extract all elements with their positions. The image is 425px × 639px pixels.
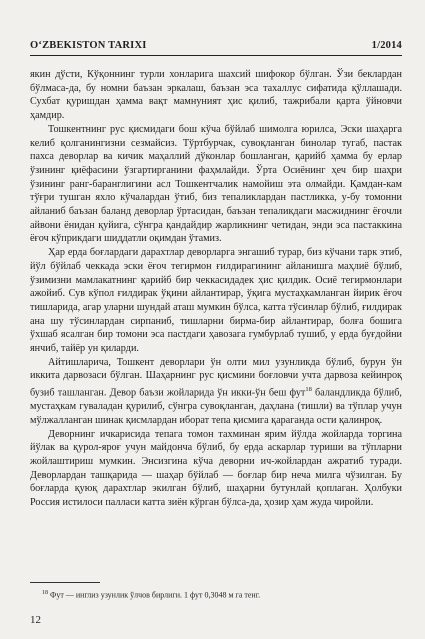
footnote-text: Фут — инглиз узунлик ўлчов бирлиги. 1 фут 0,3048 м га тенг.	[50, 590, 261, 600]
running-header	[30, 40, 402, 51]
footnote-marker: 18	[42, 590, 48, 596]
header-rule	[30, 55, 402, 56]
footnote	[42, 588, 402, 601]
paragraph-2: Тошкентнинг рус қисмидаги бош кўча бўйлаб шимолга юрилса, Эски шаҳарга келиб қолганингизни сезмайсиз. Тўртбурчак, сувоқланган бинолар тугаб, пастак пахса деворлар ва кичик маҳаллий дўконлар бошланган, қарийб ҳамма бу ерлар ўзининг қиёфасини ўзгартирганини фаҳмлайди. Ўрта Осиёнинг ҳеч бир шаҳри ўзининг ранг-баранглигини асл Тошкентчалик намойиш эта олмайди. Қамдан-кам тўғри тушган яхло кўчалардан ўтиб, биз тепаликлардан пастликка, у-бу томонни айланиб баъзан баланд деворлар ўртасидан, баъзан тепаликдаги масжиднинг ёғочли айвони ёнидан қуйига, сўнгра қандайдир жарликнинг четидан, энди эса пастаккина ёғоч кўприкдаги шиддатли оқимдан ўтамиз.	[30, 123, 402, 245]
paragraph-5: Деворнинг ичкарисида тепага томон тахминан ярим йўлда жойларда торгина йўлак ва қурол-яроғ учун майдонча бўлиб, бу ерда аскарлар туриши ва тўпларни жойлаштириш мумкин. Энсизгина кўча деворни ич-жойлардан ажратиб туради. Деворлардан ташқарида — шаҳар бўйлаб — боғлар бир неча милга чўзилган. Бу боғларда қуюқ дарахтлар экилган бўлиб, шаҳарни бутунлай қоплаган. Ҳолбуки Россия истилоси палласи катта зиён кўрган бўлса-да, ҳозир ҳам жуда чиройли.	[30, 428, 402, 509]
paragraph-1: якин дўсти, Кўқоннинг турли хонларига шахсий шифокор бўлган. Ўзи беклардан бўлмаса-да, бу номни баъзан эркалаш, баъзан эса тахаллус сифатида қўллашади. Сухбат қуришдан ҳамма вақт мамнуният ҳис қилиб, тажрибали қарта ўйновчи ҳамдир.	[30, 69, 402, 122]
footnote-rule	[30, 582, 100, 583]
footnote-reference: 18	[305, 386, 312, 394]
journal-title: O‘ZBEKISTON TARIXI	[30, 40, 147, 51]
page-number: 12	[30, 614, 41, 626]
paragraph-4	[30, 356, 402, 428]
paragraph-3: Ҳар ерда боғлардаги дарахтлар деворларга энгашиб турар, биз кўчани тарк этиб, йўл бўйлаб чеккада эски ёғоч тегирмон ғилдирагининг айланишга маҳлиё бўлиб, ўзимизни мамлакатнинг қарийб бир чеккасидадек ҳис қилдик. Осиё тегирмонлари ажойиб. Сув кўпол ғилдирак ўқини айлантирар, ўқига мустаҳкамланган йирик ёғоч тишларида, агар уларни шундай аташ мумкин бўлса, катта тўсинлар бўлиб, ғилдирак ана шу тўсинлардан сирпаниб, тишларни бирма-бир айлантирар, болға бошига ўхшаб ясалган бир томони эса пастдаги ҳавозага гумбурлаб тушиб, у ерда буғдойни янчиб, тайёр ун қиларди.	[30, 247, 402, 355]
paragraph-4-text-cont: баландликда бўлиб, мустаҳкам гуваладан қурилиб, сўнгра сувоқланган, даҳлана (тишли) ва тўплар учун мўлжалланган шинак қисмлардан иборат тепа қисмига қараганда ости қалинроқ.	[30, 387, 402, 426]
paragraph-4-text: Айтишларича, Тошкент деворлари ўн олти мил узунликда бўлиб, бурун ўн иккита дарвозаси бўлган. Шаҳарнинг рус қисмини боғловчи учта дарвоза кейинроқ бузиб ташланган. Девор баъзи жойларида ўн икки-ўн беш фут	[30, 356, 402, 399]
issue-number: 1/2014	[371, 40, 402, 51]
body-text	[30, 68, 402, 510]
